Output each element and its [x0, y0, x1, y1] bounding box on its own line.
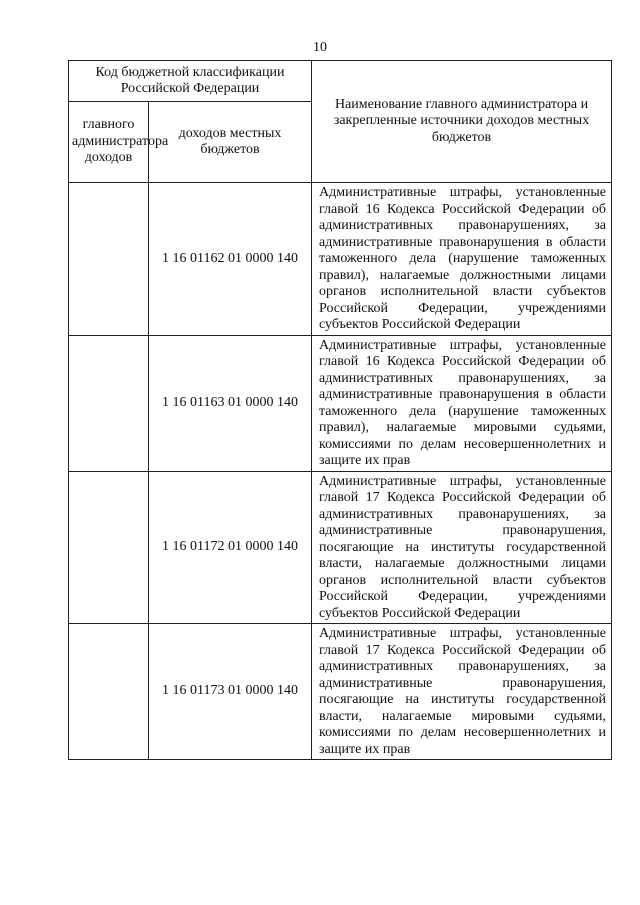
cell-income-name: Административные штрафы, установленные главой 17 Кодекса Российской Федерации об административных правонарушениях, за административные правонарушения, посягающие на институты государственной власти, налагаемые мировыми судьями, комиссиями по делам несовершеннолетних и защите их прав	[312, 624, 612, 760]
cell-income-name: Административные штрафы, установленные главой 17 Кодекса Российской Федерации об административных правонарушениях, за административные правонарушения, посягающие на институты государственной власти, налагаемые должностными лицами органов исполнительной власти субъектов Российской Федерации, учреждениями субъектов Российской Федерации	[312, 471, 612, 624]
header-budget-classification-code: Код бюджетной классификации Российской Федерации	[69, 61, 312, 102]
cell-chief-administrator-code	[69, 471, 149, 624]
table-header-row	[69, 61, 612, 102]
cell-chief-administrator-code	[69, 335, 149, 471]
table-row	[69, 183, 612, 336]
cell-chief-administrator-code	[69, 624, 149, 760]
cell-income-code: 1 16 01162 01 0000 140	[149, 183, 312, 336]
table-row	[69, 624, 612, 760]
header-administrator-name: Наименование главного администратора и закрепленные источники доходов местных бюджетов	[312, 61, 612, 183]
table-row	[69, 471, 612, 624]
cell-chief-administrator-code	[69, 183, 149, 336]
page-number: 10	[313, 40, 327, 55]
cell-income-name: Административные штрафы, установленные главой 16 Кодекса Российской Федерации об административных правонарушениях, за административные правонарушения в области таможенного дела (нарушение таможенных правил), налагаемые должностными лицами органов исполнительной власти субъектов Российской Федерации, учреждениями субъектов Российской Федерации	[312, 183, 612, 336]
budget-classification-table	[68, 60, 612, 760]
table-row	[69, 335, 612, 471]
cell-income-code: 1 16 01173 01 0000 140	[149, 624, 312, 760]
cell-income-code: 1 16 01172 01 0000 140	[149, 471, 312, 624]
header-chief-administrator: главного администратора доходов	[69, 102, 149, 183]
cell-income-name: Административные штрафы, установленные главой 16 Кодекса Российской Федерации об административных правонарушениях, за административные правонарушения в области таможенного дела (нарушение таможенных правил), налагаемые мировыми судьями, комиссиями по делам несовершеннолетних и защите их прав	[312, 335, 612, 471]
cell-income-code: 1 16 01163 01 0000 140	[149, 335, 312, 471]
header-local-budget-income: доходов местных бюджетов	[149, 102, 312, 183]
table-body	[69, 183, 612, 760]
